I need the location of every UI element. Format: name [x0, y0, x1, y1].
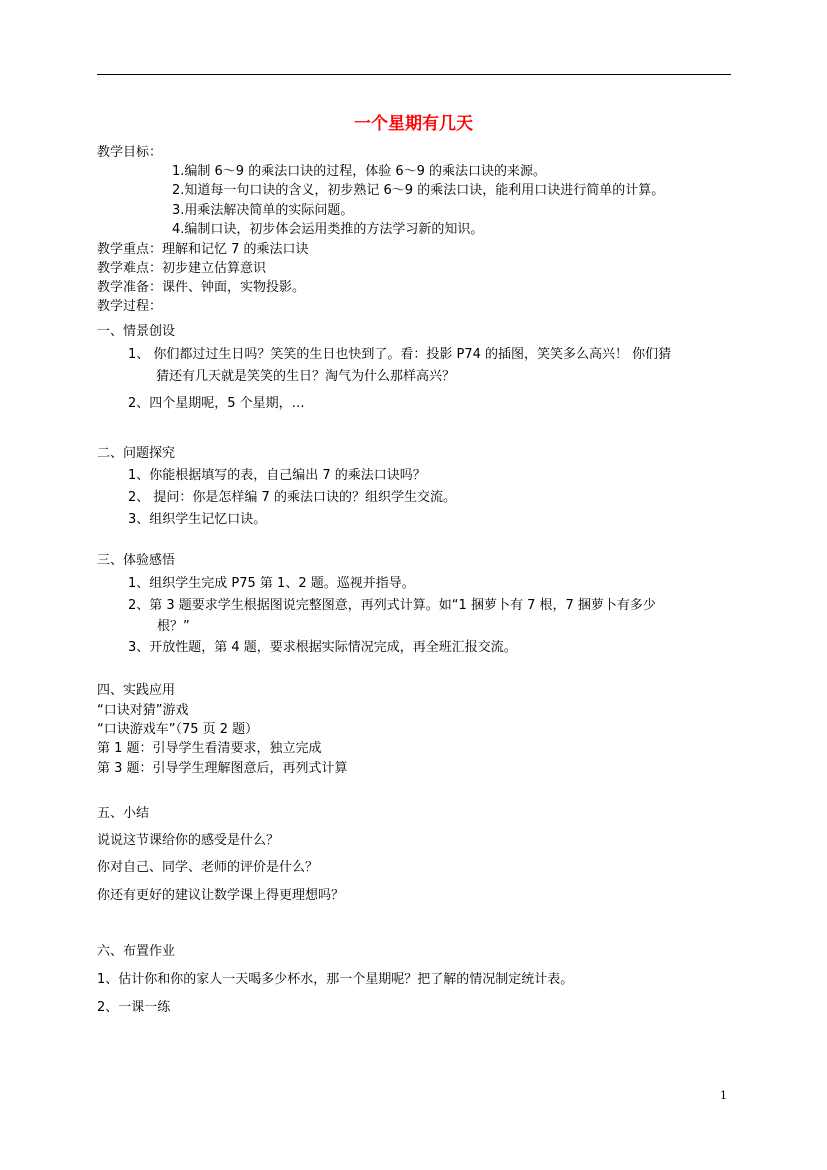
page-number: 1: [720, 1089, 727, 1102]
text-line: “口诀游戏车”（75 页 2 题）: [97, 722, 259, 737]
goal-item: 4.编制口诀，初步体会运用类推的方法学习新的知识。: [172, 222, 484, 237]
goals-heading: 教学目标：: [97, 145, 163, 160]
list-item: 1、 你们都过过生日吗？笑笑的生日也快到了。看：投影 P74 的插图，笑笑多么高兴！ 你们猜: [128, 347, 672, 362]
text-line: 2、一课一练: [97, 1000, 171, 1015]
list-item: 1、组织学生完成 P75 第 1、2 题。巡视并指导。: [128, 576, 415, 591]
section-heading: 五、小结: [97, 806, 150, 821]
preparation: 教学准备：课件、钟面，实物投影。: [97, 280, 306, 295]
section-heading: 一、情景创设: [97, 324, 176, 339]
goal-item: 1.编制 6～9 的乘法口诀的过程，体验 6～9 的乘法口诀的来源。: [172, 164, 547, 179]
header-rule: [97, 74, 731, 75]
list-item: 3、组织学生记忆口诀。: [128, 512, 267, 527]
goal-item: 3.用乘法解决简单的实际问题。: [172, 203, 354, 218]
page-title: 一个星期有几天: [354, 114, 473, 134]
text-line: “口诀对猜”游戏: [97, 703, 189, 718]
text-line: 第 3 题：引导学生理解图意后，再列式计算: [97, 761, 348, 776]
text-line: 说说这节课给你的感受是什么？: [97, 833, 280, 848]
difficulty: 教学难点：初步建立估算意识: [97, 261, 267, 276]
text-line: 1、估计你和你的家人一天喝多少杯水，那一个星期呢？把了解的情况制定统计表。: [97, 972, 574, 987]
text-line: 第 1 题：引导学生看清要求，独立完成: [97, 741, 322, 756]
list-item-continuation: 猜还有几天就是笑笑的生日？淘气为什么那样高兴？: [156, 369, 456, 384]
list-item: 2、四个星期呢，5 个星期，…: [128, 396, 305, 411]
section-heading: 三、体验感悟: [97, 553, 176, 568]
text-line: 你对自己、同学、老师的评价是什么？: [97, 860, 319, 875]
list-item: 2、 提问：你是怎样编 7 的乘法口诀的？组织学生交流。: [128, 490, 456, 505]
list-item: 1、你能根据填写的表，自己编出 7 的乘法口诀吗？: [128, 468, 426, 483]
goal-item: 2.知道每一句口诀的含义，初步熟记 6～9 的乘法口诀，能利用口诀进行简单的计算。: [172, 183, 665, 198]
section-heading: 二、问题探究: [97, 446, 176, 461]
key-point: 教学重点：理解和记忆 7 的乘法口诀: [97, 242, 309, 257]
list-item-continuation: 根？”: [157, 619, 190, 634]
list-item: 3、开放性题，第 4 题，要求根据实际情况完成，再全班汇报交流。: [128, 640, 517, 655]
list-item: 2、第 3 题要求学生根据图说完整图意，再列式计算。如“1 捆萝卜有 7 根，7 捆萝卜有多少: [128, 598, 656, 613]
section-heading: 四、实践应用: [97, 683, 176, 698]
process-heading: 教学过程：: [97, 299, 163, 314]
section-heading: 六、布置作业: [97, 944, 176, 959]
text-line: 你还有更好的建议让数学课上得更理想吗？: [97, 888, 345, 903]
